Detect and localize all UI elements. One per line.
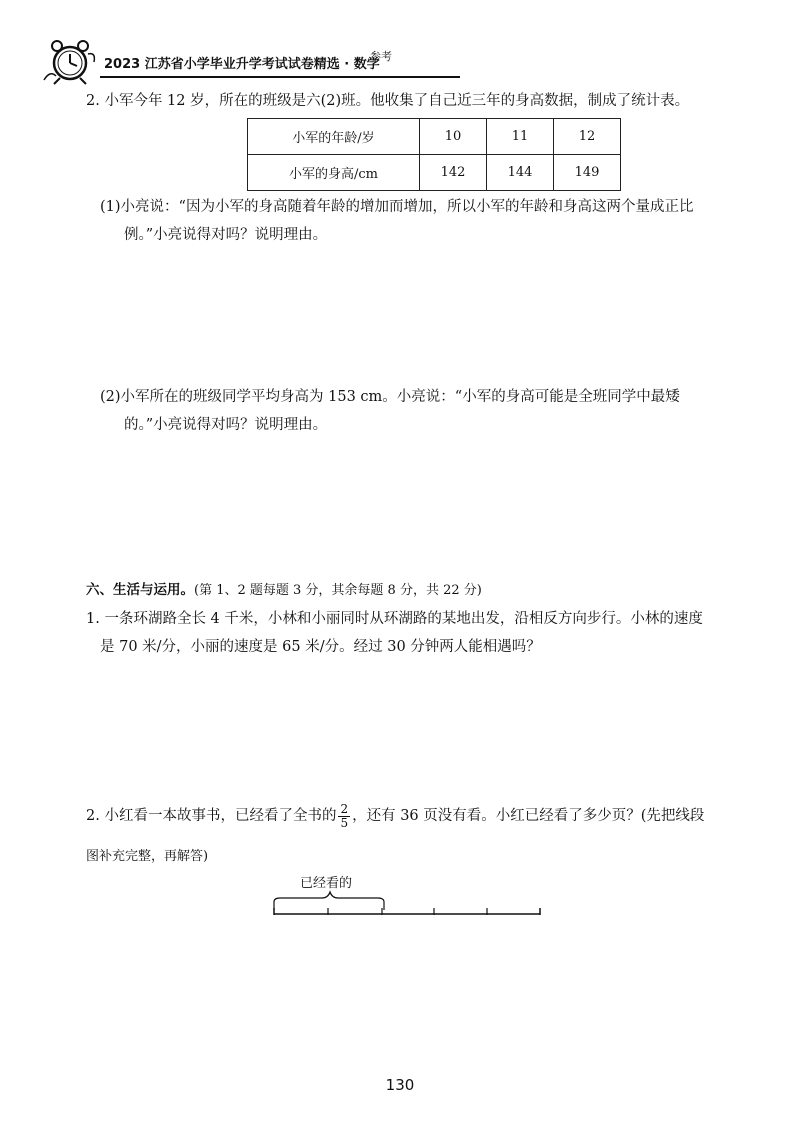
table-cell: 149 — [554, 155, 621, 191]
table-cell: 144 — [487, 155, 554, 191]
diagram-label: 已经看的 — [300, 876, 353, 891]
header-title: 2023 江苏省小学毕业升学考试试卷精选 · 数学 — [104, 57, 380, 72]
header-rule — [100, 76, 460, 78]
subquestion-2-line-2: 的。”小亮说得对吗？说明理由。 — [124, 417, 328, 433]
section-6-title: 六、生活与运用。 — [86, 582, 194, 598]
fraction-numerator: 2 — [340, 801, 349, 816]
page-number: 130 — [385, 1076, 415, 1094]
alarm-clock-icon — [40, 36, 100, 86]
table-row-label: 小军的年龄/岁 — [248, 119, 420, 155]
table-row-label: 小军的身高/cm — [248, 155, 420, 191]
subquestion-2-line-1: (2)小军所在的班级同学平均身高为 153 cm。小亮说：“小军的身高可能是全班同学中最矮 — [100, 389, 680, 405]
table-cell: 10 — [420, 119, 487, 155]
header-seal: 参考 — [370, 50, 392, 63]
fraction-denominator: 5 — [340, 815, 349, 830]
height-stats-table — [247, 118, 621, 191]
section-6-question-1-line-1: 1. 一条环湖路全长 4 千米，小林和小丽同时从环湖路的某地出发，沿相反方向步行。小林的速度 — [86, 611, 703, 627]
question-2-text-before: 2. 小红看一本故事书，已经看了全书的 — [86, 808, 337, 824]
table-cell: 142 — [420, 155, 487, 191]
read-portion-brace — [274, 892, 384, 910]
line-segment-diagram — [260, 888, 550, 928]
page-header — [40, 36, 760, 86]
fraction-two-fifths — [338, 803, 350, 830]
section-6-note: (第 1、2 题每题 3 分，其余每题 8 分，共 22 分) — [194, 583, 482, 598]
section-6-question-2-line-2: 图补充完整，再解答) — [86, 849, 209, 864]
subquestion-1-line-1: (1)小亮说：“因为小军的身高随着年龄的增加而增加，所以小军的年龄和身高这两个量成正比 — [100, 199, 694, 215]
table-cell: 12 — [554, 119, 621, 155]
table-row — [248, 155, 621, 191]
question-2-text-after: ，还有 36 页没有看。小红已经看了多少页？(先把线段 — [352, 808, 705, 824]
subquestion-1-line-2: 例。”小亮说得对吗？说明理由。 — [124, 227, 328, 243]
section-6-question-2-line-1 — [86, 800, 704, 832]
section-6-heading — [86, 578, 482, 598]
question-2-stem: 2. 小军今年 12 岁，所在的班级是六(2)班。他收集了自己近三年的身高数据，制成了统计表。 — [86, 93, 690, 109]
table-cell: 11 — [487, 119, 554, 155]
section-6-question-1-line-2: 是 70 米/分，小丽的速度是 65 米/分。经过 30 分钟两人能相遇吗？ — [100, 639, 541, 655]
table-row — [248, 119, 621, 155]
